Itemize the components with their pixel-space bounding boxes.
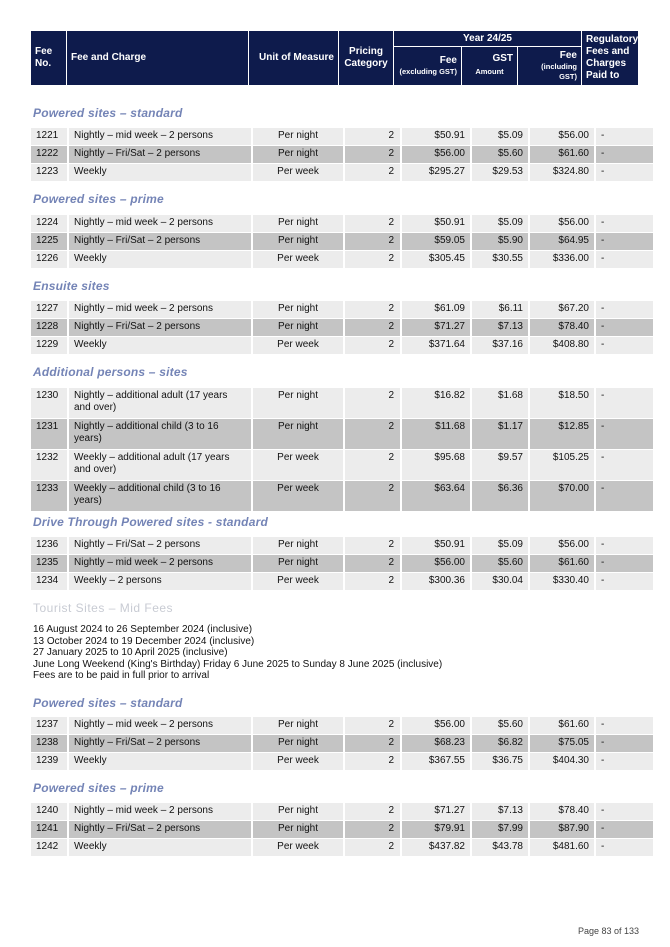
fee-excluding-gst-cell: $50.91 (402, 128, 470, 146)
fee-excluding-gst-cell: $71.27 (402, 803, 470, 821)
pricing-category-cell: 2 (345, 537, 400, 555)
fee-description-cell: Nightly – Fri/Sat – 2 persons (69, 537, 251, 555)
fee-excluding-gst-cell: $305.45 (402, 251, 470, 269)
gst-amount-cell: $5.09 (472, 537, 528, 555)
tourist-line: 27 January 2025 to 10 April 2025 (inclusive) (33, 647, 228, 659)
unit-of-measure-cell: Per week (253, 337, 343, 355)
table-row (31, 481, 653, 512)
fee-including-gst-cell: $18.50 (530, 388, 594, 419)
fee-including-gst-cell: $56.00 (530, 128, 594, 146)
fee-excluding-gst-cell: $68.23 (402, 735, 470, 753)
fee-excluding-gst-cell: $300.36 (402, 573, 470, 591)
table-row (31, 821, 653, 839)
pricing-category-cell: 2 (345, 301, 400, 319)
table-row (31, 301, 653, 319)
fee-number-cell: 1230 (31, 388, 67, 419)
header-fee-incl (518, 47, 582, 85)
unit-of-measure-cell: Per night (253, 555, 343, 573)
gst-amount-cell: $9.57 (472, 450, 528, 481)
fee-including-gst-cell: $87.90 (530, 821, 594, 839)
pricing-category-cell: 2 (345, 753, 400, 771)
table-row (31, 839, 653, 857)
fee-number-cell: 1226 (31, 251, 67, 269)
table-row (31, 215, 653, 233)
fee-description-cell: Nightly – Fri/Sat – 2 persons (69, 319, 251, 337)
fee-excluding-gst-cell: $50.91 (402, 537, 470, 555)
header-gst (462, 47, 518, 85)
table-row (31, 337, 653, 355)
regulatory-cell: - (596, 251, 653, 269)
pricing-category-cell: 2 (345, 251, 400, 269)
fee-excluding-gst-cell: $50.91 (402, 215, 470, 233)
fee-excluding-gst-cell: $16.82 (402, 388, 470, 419)
fee-including-gst-cell: $78.40 (530, 803, 594, 821)
header-gst-top: GST (492, 53, 513, 64)
fee-number-cell: 1241 (31, 821, 67, 839)
unit-of-measure-cell: Per night (253, 146, 343, 164)
fees-table (29, 301, 655, 355)
header-fee-incl-top: Fee (559, 50, 577, 61)
gst-amount-cell: $5.90 (472, 233, 528, 251)
pricing-category-cell: 2 (345, 419, 400, 450)
fee-including-gst-cell: $12.85 (530, 419, 594, 450)
table-row (31, 419, 653, 450)
fee-including-gst-cell: $78.40 (530, 319, 594, 337)
table-row (31, 251, 653, 269)
fee-number-cell: 1239 (31, 753, 67, 771)
pricing-category-cell: 2 (345, 839, 400, 857)
fee-number-cell: 1231 (31, 419, 67, 450)
regulatory-cell: - (596, 337, 653, 355)
unit-of-measure-cell: Per night (253, 717, 343, 735)
fee-description-cell: Nightly – mid week – 2 persons (69, 555, 251, 573)
table-row (31, 319, 653, 337)
pricing-category-cell: 2 (345, 233, 400, 251)
gst-amount-cell: $1.17 (472, 419, 528, 450)
header-fee-incl-bottom: (including GST) (541, 62, 577, 81)
fee-number-cell: 1234 (31, 573, 67, 591)
unit-of-measure-cell: Per night (253, 215, 343, 233)
table-row (31, 146, 653, 164)
regulatory-cell: - (596, 537, 653, 555)
gst-amount-cell: $43.78 (472, 839, 528, 857)
regulatory-cell: - (596, 319, 653, 337)
fee-including-gst-cell: $56.00 (530, 537, 594, 555)
fee-number-cell: 1232 (31, 450, 67, 481)
fee-number-cell: 1237 (31, 717, 67, 735)
regulatory-cell: - (596, 753, 653, 771)
fee-description-cell: Weekly (69, 164, 251, 182)
fee-description-cell: Weekly (69, 839, 251, 857)
fee-including-gst-cell: $61.60 (530, 717, 594, 735)
fee-including-gst-cell: $330.40 (530, 573, 594, 591)
section-title: Powered sites – prime (33, 781, 164, 795)
fee-number-cell: 1236 (31, 537, 67, 555)
pricing-category-cell: 2 (345, 821, 400, 839)
fee-excluding-gst-cell: $63.64 (402, 481, 470, 512)
section-title: Drive Through Powered sites - standard (33, 515, 268, 529)
fee-number-cell: 1242 (31, 839, 67, 857)
regulatory-cell: - (596, 481, 653, 512)
unit-of-measure-cell: Per night (253, 301, 343, 319)
page-number: Page 83 of 133 (577, 926, 639, 936)
fee-excluding-gst-cell: $367.55 (402, 753, 470, 771)
fee-including-gst-cell: $481.60 (530, 839, 594, 857)
fee-number-cell: 1224 (31, 215, 67, 233)
regulatory-cell: - (596, 803, 653, 821)
tourist-line: Fees are to be paid in full prior to arrival (33, 670, 210, 682)
regulatory-cell: - (596, 164, 653, 182)
gst-amount-cell: $7.13 (472, 319, 528, 337)
gst-amount-cell: $5.60 (472, 555, 528, 573)
fee-including-gst-cell: $61.60 (530, 146, 594, 164)
pricing-category-cell: 2 (345, 146, 400, 164)
fee-description-cell: Nightly – Fri/Sat – 2 persons (69, 821, 251, 839)
fee-excluding-gst-cell: $295.27 (402, 164, 470, 182)
fee-excluding-gst-cell: $95.68 (402, 450, 470, 481)
fee-including-gst-cell: $67.20 (530, 301, 594, 319)
gst-amount-cell: $7.99 (472, 821, 528, 839)
unit-of-measure-cell: Per night (253, 233, 343, 251)
header-regulatory: Regulatory Fees and Charges Paid to (582, 31, 639, 85)
gst-amount-cell: $6.11 (472, 301, 528, 319)
regulatory-cell: - (596, 555, 653, 573)
header-fee-excl-top: Fee (439, 55, 457, 66)
fee-number-cell: 1238 (31, 735, 67, 753)
header-unit-of-measure: Unit of Measure (249, 31, 339, 85)
unit-of-measure-cell: Per week (253, 450, 343, 481)
table-row (31, 388, 653, 419)
fees-table (29, 537, 655, 591)
section-title: Additional persons – sites (33, 365, 188, 379)
fee-number-cell: 1221 (31, 128, 67, 146)
pricing-category-cell: 2 (345, 481, 400, 512)
fee-description-cell: Weekly (69, 251, 251, 269)
section-title: Powered sites – standard (33, 696, 183, 710)
fee-excluding-gst-cell: $56.00 (402, 717, 470, 735)
pricing-category-cell: 2 (345, 215, 400, 233)
fees-table (29, 803, 655, 857)
fee-excluding-gst-cell: $61.09 (402, 301, 470, 319)
regulatory-cell: - (596, 821, 653, 839)
fee-description-cell: Nightly – mid week – 2 persons (69, 301, 251, 319)
gst-amount-cell: $5.09 (472, 128, 528, 146)
pricing-category-cell: 2 (345, 803, 400, 821)
unit-of-measure-cell: Per night (253, 388, 343, 419)
fee-including-gst-cell: $105.25 (530, 450, 594, 481)
pricing-category-cell: 2 (345, 164, 400, 182)
header-gst-bottom: Amount (475, 67, 504, 76)
gst-amount-cell: $1.68 (472, 388, 528, 419)
fee-including-gst-cell: $64.95 (530, 233, 594, 251)
tourist-line: June Long Weekend (King's Birthday) Friday 6 June 2025 to Sunday 8 June 2025 (inclusive) (33, 658, 443, 670)
pricing-category-cell: 2 (345, 450, 400, 481)
unit-of-measure-cell: Per week (253, 839, 343, 857)
regulatory-cell: - (596, 839, 653, 857)
header-year: Year 24/25 (394, 31, 582, 47)
fee-number-cell: 1240 (31, 803, 67, 821)
unit-of-measure-cell: Per week (253, 753, 343, 771)
regulatory-cell: - (596, 233, 653, 251)
fees-table (29, 717, 655, 771)
fee-description-cell: Weekly – additional adult (17 years and over) (69, 450, 251, 481)
table-row (31, 753, 653, 771)
pricing-category-cell: 2 (345, 319, 400, 337)
fee-excluding-gst-cell: $11.68 (402, 419, 470, 450)
fee-description-cell: Nightly – mid week – 2 persons (69, 128, 251, 146)
gst-amount-cell: $30.55 (472, 251, 528, 269)
fees-table (29, 215, 655, 269)
fee-description-cell: Nightly – Fri/Sat – 2 persons (69, 233, 251, 251)
unit-of-measure-cell: Per night (253, 319, 343, 337)
fee-number-cell: 1228 (31, 319, 67, 337)
fee-description-cell: Weekly – 2 persons (69, 573, 251, 591)
header-fee-excl (394, 47, 462, 85)
fee-description-cell: Nightly – Fri/Sat – 2 persons (69, 146, 251, 164)
gst-amount-cell: $29.53 (472, 164, 528, 182)
fee-number-cell: 1222 (31, 146, 67, 164)
section-title: Powered sites – standard (33, 106, 183, 120)
regulatory-cell: - (596, 735, 653, 753)
regulatory-cell: - (596, 450, 653, 481)
fee-including-gst-cell: $336.00 (530, 251, 594, 269)
table-row (31, 164, 653, 182)
fee-including-gst-cell: $56.00 (530, 215, 594, 233)
pricing-category-cell: 2 (345, 337, 400, 355)
pricing-category-cell: 2 (345, 717, 400, 735)
tourist-dates-paragraph (33, 624, 442, 682)
regulatory-cell: - (596, 419, 653, 450)
fee-including-gst-cell: $61.60 (530, 555, 594, 573)
fee-description-cell: Weekly (69, 753, 251, 771)
header-pricing-category: Pricing Category (339, 31, 394, 85)
gst-amount-cell: $5.09 (472, 215, 528, 233)
table-row (31, 735, 653, 753)
table-row (31, 128, 653, 146)
fee-excluding-gst-cell: $59.05 (402, 233, 470, 251)
gst-amount-cell: $6.36 (472, 481, 528, 512)
fee-excluding-gst-cell: $371.64 (402, 337, 470, 355)
unit-of-measure-cell: Per night (253, 419, 343, 450)
fees-table (29, 128, 655, 182)
fee-excluding-gst-cell: $71.27 (402, 319, 470, 337)
table-row (31, 803, 653, 821)
table-row (31, 450, 653, 481)
header-fee-excl-bottom: (excluding GST) (399, 67, 457, 76)
table-row (31, 573, 653, 591)
section-title: Ensuite sites (33, 279, 110, 293)
fee-description-cell: Weekly (69, 337, 251, 355)
table-row (31, 233, 653, 251)
fee-including-gst-cell: $70.00 (530, 481, 594, 512)
regulatory-cell: - (596, 128, 653, 146)
unit-of-measure-cell: Per night (253, 128, 343, 146)
fee-including-gst-cell: $404.30 (530, 753, 594, 771)
regulatory-cell: - (596, 388, 653, 419)
fee-number-cell: 1229 (31, 337, 67, 355)
fee-description-cell: Nightly – additional adult (17 years and over) (69, 388, 251, 419)
fees-table-header (31, 31, 639, 85)
unit-of-measure-cell: Per night (253, 803, 343, 821)
regulatory-cell: - (596, 573, 653, 591)
table-row (31, 555, 653, 573)
pricing-category-cell: 2 (345, 128, 400, 146)
unit-of-measure-cell: Per week (253, 251, 343, 269)
unit-of-measure-cell: Per night (253, 537, 343, 555)
unit-of-measure-cell: Per week (253, 481, 343, 512)
fee-excluding-gst-cell: $56.00 (402, 555, 470, 573)
tourist-line: 13 October 2024 to 19 December 2024 (inclusive) (33, 635, 255, 647)
unit-of-measure-cell: Per week (253, 164, 343, 182)
regulatory-cell: - (596, 146, 653, 164)
fee-description-cell: Weekly – additional child (3 to 16 years) (69, 481, 251, 512)
fee-description-cell: Nightly – Fri/Sat – 2 persons (69, 735, 251, 753)
fee-description-cell: Nightly – additional child (3 to 16 years) (69, 419, 251, 450)
gst-amount-cell: $6.82 (472, 735, 528, 753)
header-fee-and-charge: Fee and Charge (67, 31, 249, 85)
fee-description-cell: Nightly – mid week – 2 persons (69, 717, 251, 735)
unit-of-measure-cell: Per night (253, 821, 343, 839)
fee-excluding-gst-cell: $79.91 (402, 821, 470, 839)
fee-including-gst-cell: $324.80 (530, 164, 594, 182)
fee-number-cell: 1223 (31, 164, 67, 182)
unit-of-measure-cell: Per week (253, 573, 343, 591)
regulatory-cell: - (596, 301, 653, 319)
pricing-category-cell: 2 (345, 555, 400, 573)
fee-including-gst-cell: $75.05 (530, 735, 594, 753)
tourist-line: 16 August 2024 to 26 September 2024 (inclusive) (33, 624, 253, 635)
fee-including-gst-cell: $408.80 (530, 337, 594, 355)
table-row (31, 717, 653, 735)
fee-number-cell: 1235 (31, 555, 67, 573)
fees-table (29, 388, 655, 512)
header-fee-no: Fee No. (31, 31, 67, 85)
fee-description-cell: Nightly – mid week – 2 persons (69, 803, 251, 821)
fee-description-cell: Nightly – mid week – 2 persons (69, 215, 251, 233)
pricing-category-cell: 2 (345, 573, 400, 591)
pricing-category-cell: 2 (345, 735, 400, 753)
table-row (31, 537, 653, 555)
fee-number-cell: 1225 (31, 233, 67, 251)
section-title: Powered sites – prime (33, 192, 164, 206)
gst-amount-cell: $37.16 (472, 337, 528, 355)
fee-number-cell: 1233 (31, 481, 67, 512)
gst-amount-cell: $5.60 (472, 717, 528, 735)
unit-of-measure-cell: Per night (253, 735, 343, 753)
fee-number-cell: 1227 (31, 301, 67, 319)
tourist-section-title: Tourist Sites – Mid Fees (33, 601, 174, 615)
fee-excluding-gst-cell: $437.82 (402, 839, 470, 857)
regulatory-cell: - (596, 717, 653, 735)
fee-excluding-gst-cell: $56.00 (402, 146, 470, 164)
gst-amount-cell: $30.04 (472, 573, 528, 591)
gst-amount-cell: $36.75 (472, 753, 528, 771)
gst-amount-cell: $7.13 (472, 803, 528, 821)
regulatory-cell: - (596, 215, 653, 233)
gst-amount-cell: $5.60 (472, 146, 528, 164)
pricing-category-cell: 2 (345, 388, 400, 419)
